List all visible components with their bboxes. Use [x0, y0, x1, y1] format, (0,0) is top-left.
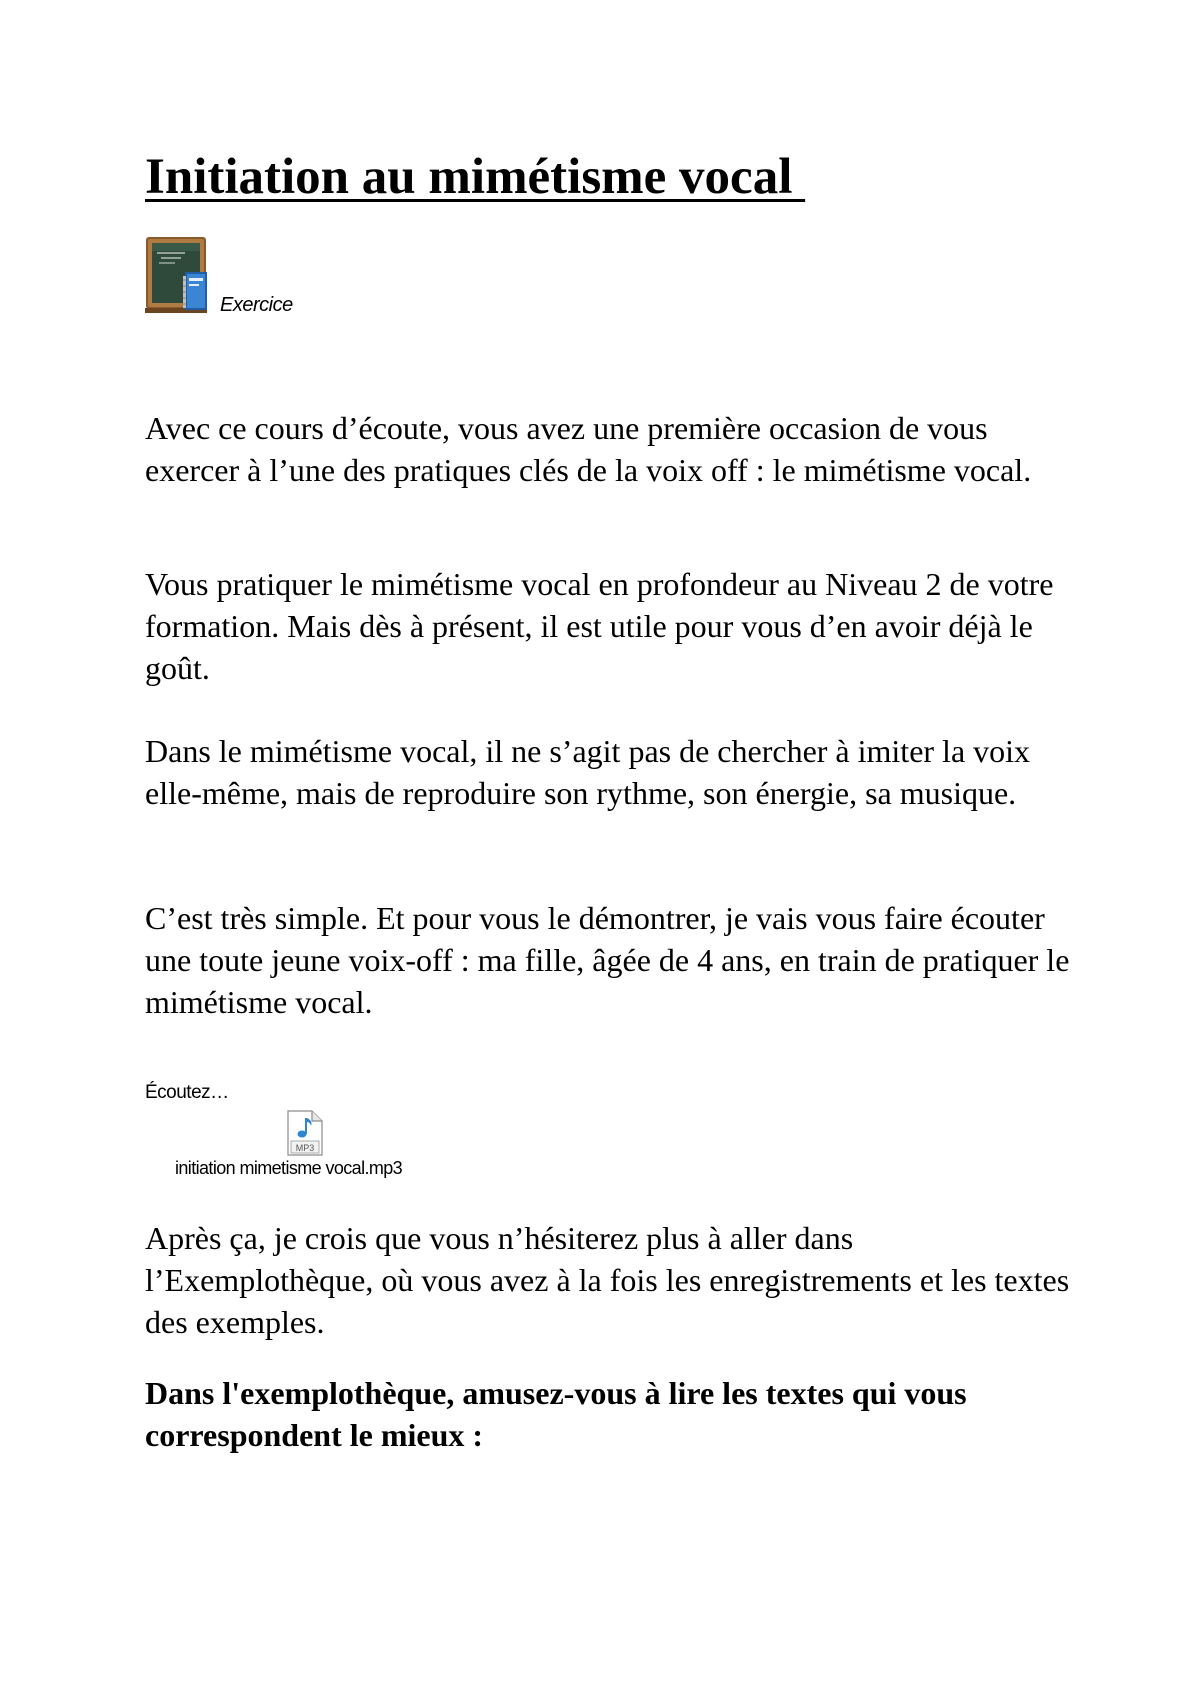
intro-paragraph: Avec ce cours d’écoute, vous avez une première occasion de vous exercer à l’une des pratiques clés de la voix off : le mimétisme vocal.	[145, 410, 1032, 488]
listen-label: Écoutez…	[145, 1082, 229, 1103]
attachment-file-name[interactable]: initiation mimetisme vocal.mp3	[175, 1158, 403, 1178]
level-paragraph: Vous pratiquer le mimétisme vocal en profondeur au Niveau 2 de votre formation. Mais dès à présent, il est utile pour vous d’en avoir déjà le goût.	[145, 566, 1054, 686]
exercise-block	[145, 236, 445, 316]
exercise-label: Exercice	[220, 294, 293, 316]
document-title: Initiation au mimétisme vocal	[145, 149, 806, 205]
demonstration-paragraph: C’est très simple. Et pour vous le démontrer, je vais vous faire écouter une toute jeune voix-off : ma fille, âgée de 4 ans, en train de pratiquer le mimétisme vocal.	[145, 900, 1070, 1020]
chalkboard-book-icon	[145, 236, 213, 314]
mp3-badge-text: MP3	[295, 1143, 315, 1153]
mp3-file-icon[interactable]	[284, 1110, 326, 1156]
definition-paragraph: Dans le mimétisme vocal, il ne s’agit pas de chercher à imiter la voix elle-même, mais de reproduire son rythme, son énergie, sa musique.	[145, 733, 1031, 811]
exemplotheque-paragraph: Après ça, je crois que vous n’hésiterez plus à aller dans l’Exemplothèque, où vous avez à la fois les enregistrements et les textes des exemples.	[145, 1220, 1070, 1340]
mp3-attachment[interactable]	[170, 1110, 450, 1180]
instruction-heading: Dans l'exemplothèque, amusez-vous à lire les textes qui vous correspondent le mieux :	[145, 1375, 967, 1453]
